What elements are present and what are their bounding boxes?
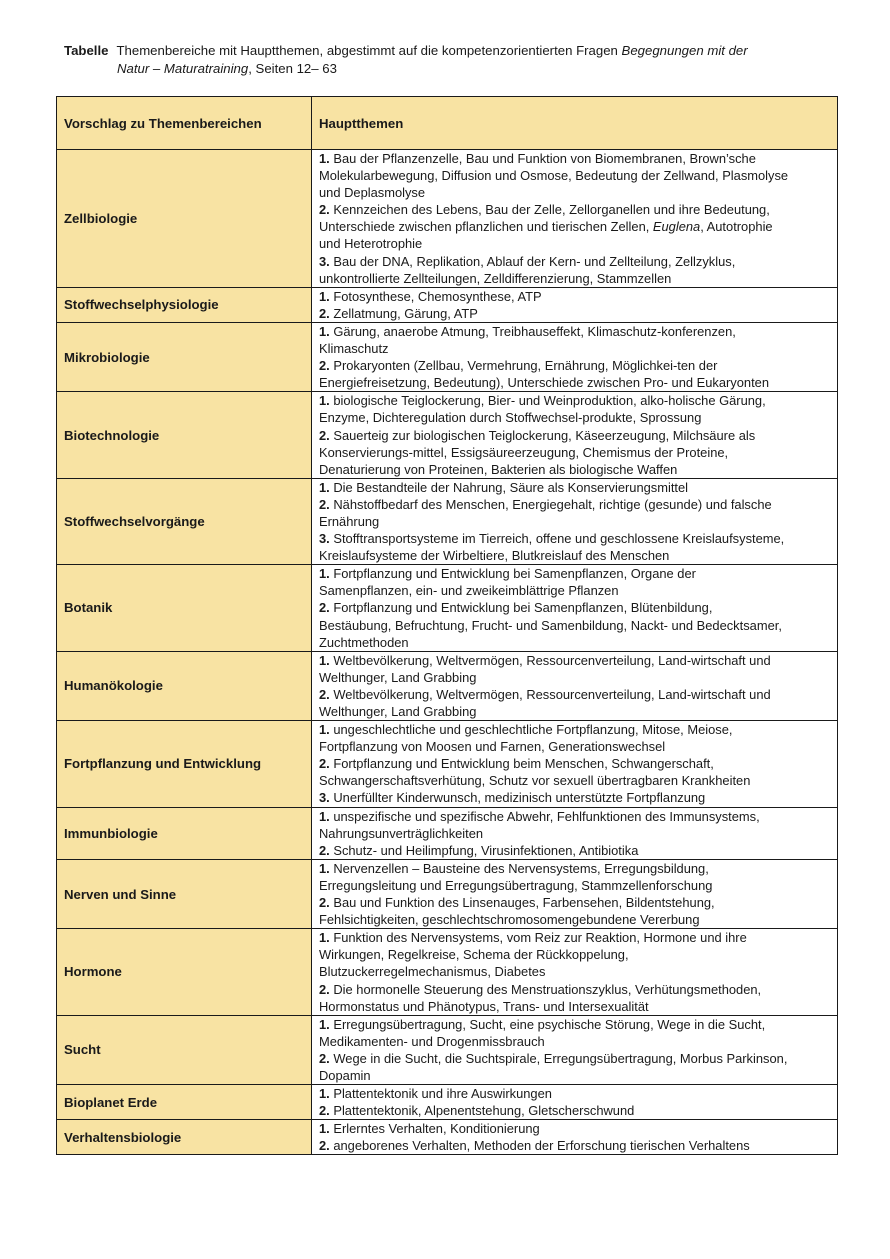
item-number: 2.	[319, 895, 330, 911]
line-text: Weltbevölkerung, Weltvermögen, Ressourcenverteilung, Land-wirtschaft und	[329, 686, 771, 702]
topic-line	[319, 860, 831, 877]
line-text: ungeschlechtliche und geschlechtliche Fortpflanzung, Mitose, Meiose,	[329, 722, 733, 738]
line-text: Nahrungsunverträglichkeiten	[319, 825, 484, 841]
item-number: 2.	[319, 358, 330, 374]
line-text: Erregungsleitung und Erregungsübertragung, Stammzellenforschung	[319, 877, 713, 893]
caption-pages: , Seiten 12– 63	[248, 61, 337, 76]
italic-term: Euglena	[652, 219, 701, 235]
line-text: Samenpflanzen, ein- und zweikeimblättrige Pflanzen	[319, 583, 619, 599]
item-number: 2.	[319, 842, 330, 858]
item-number: 1.	[319, 652, 330, 668]
topic-line	[319, 444, 831, 461]
topic-line	[319, 323, 831, 340]
item-number: 3.	[319, 253, 330, 269]
line-text: Bau der Pflanzenzelle, Bau und Funktion von Biomembranen, Brown’sche	[329, 151, 756, 166]
topic-line	[319, 842, 831, 859]
table-header-row	[57, 97, 838, 150]
line-text: Plattentektonik und ihre Auswirkungen	[329, 1086, 552, 1102]
main-topics-cell	[312, 859, 838, 928]
main-topics-cell	[312, 392, 838, 478]
item-number: 2.	[319, 600, 330, 616]
topic-line	[319, 808, 831, 825]
topic-line	[319, 1067, 831, 1084]
line-text: Fehlsichtigkeiten, geschlechtschromosomengebundene Vererbung	[319, 912, 700, 928]
topic-line	[319, 669, 831, 686]
topic-cell: Hormone	[57, 929, 312, 1015]
topic-line	[319, 703, 831, 720]
item-number: 1.	[319, 930, 330, 946]
line-text: Denaturierung von Proteinen, Bakterien als biologische Waffen	[319, 461, 678, 477]
line-text: Unerfüllter Kinderwunsch, medizinisch unterstützte Fortpflanzung	[329, 790, 706, 806]
item-number: 1.	[319, 860, 330, 876]
topic-line	[319, 305, 831, 322]
item-number: 2.	[319, 202, 330, 218]
item-number: 3.	[319, 790, 330, 806]
topic-line	[319, 1120, 831, 1137]
main-topics-cell	[312, 565, 838, 651]
item-number: 2.	[319, 686, 330, 702]
main-topics-cell	[312, 929, 838, 1015]
line-text: Konservierungs-mittel, Essigsäureerzeugung, Chemismus der Proteine,	[319, 444, 729, 460]
topic-line	[319, 929, 831, 946]
line-text: unspezifische und spezifische Abwehr, Fehlfunktionen des Immunsystems,	[329, 808, 760, 824]
topic-cell: Immunbiologie	[57, 807, 312, 859]
main-topics-cell	[312, 478, 838, 564]
line-text: und Deplasmolyse	[319, 185, 426, 201]
caption-second-line	[64, 60, 844, 78]
line-text: Bau und Funktion des Linsenauges, Farbensehen, Bildentstehung,	[329, 895, 715, 911]
topics-table	[56, 96, 838, 1155]
line-text: Zellatmung, Gärung, ATP	[329, 305, 478, 321]
item-number: 1.	[319, 722, 330, 738]
line-text: biologische Teiglockerung, Bier- und Weinproduktion, alko-holische Gärung,	[329, 393, 766, 409]
item-number: 2.	[319, 756, 330, 772]
topic-cell: Stoffwechselphysiologie	[57, 287, 312, 322]
table-row	[57, 807, 838, 859]
topic-line	[319, 565, 831, 582]
topic-cell: Botanik	[57, 565, 312, 651]
topic-cell: Mikrobiologie	[57, 322, 312, 391]
line-text: Ernährung	[319, 513, 380, 529]
table-row	[57, 1085, 838, 1120]
caption-book-title-part2: Natur – Maturatraining	[117, 61, 249, 76]
topic-line	[319, 461, 831, 478]
topic-line	[319, 825, 831, 842]
topic-line	[319, 582, 831, 599]
topic-line	[319, 1085, 831, 1102]
topic-line	[319, 513, 831, 530]
main-topics-cell	[312, 150, 838, 288]
line-text: Schutz- und Heilimpfung, Virusinfektionen, Antibiotika	[329, 842, 639, 858]
item-number: 2.	[319, 1138, 330, 1154]
topic-line	[319, 1137, 831, 1154]
topic-line	[319, 721, 831, 738]
line-text: Molekularbewegung, Diffusion und Osmose, Bedeutung der Zellwand, Plasmolyse	[319, 168, 789, 184]
item-number: 1.	[319, 288, 330, 304]
line-text: Kennzeichen des Lebens, Bau der Zelle, Zellorganellen und ihre Bedeutung,	[329, 202, 770, 218]
topic-line	[319, 789, 831, 806]
line-text: angeborenes Verhalten, Methoden der Erforschung tierischen Verhaltens	[329, 1138, 750, 1154]
line-text: Blutzuckerregelmechanismus, Diabetes	[319, 964, 546, 980]
line-text: Bestäubung, Befruchtung, Frucht- und Samenbildung, Nackt- und Bedecktsamer,	[319, 617, 782, 633]
topic-line	[319, 270, 831, 287]
topic-line	[319, 946, 831, 963]
caption-label: Tabelle	[64, 43, 109, 58]
line-text: Plattentektonik, Alpenentstehung, Gletscherschwund	[329, 1103, 635, 1119]
item-number: 1.	[319, 808, 330, 824]
topic-cell: Nerven und Sinne	[57, 859, 312, 928]
line-text: Fotosynthese, Chemosynthese, ATP	[329, 288, 542, 304]
topic-cell: Zellbiologie	[57, 150, 312, 288]
topic-line	[319, 530, 831, 547]
topic-line	[319, 894, 831, 911]
main-topics-cell	[312, 651, 838, 720]
line-text: Nähstoffbedarf des Menschen, Energiegehalt, richtige (gesunde) und falsche	[329, 496, 772, 512]
table-row	[57, 929, 838, 1015]
item-number: 2.	[319, 427, 330, 443]
line-text: Welthunger, Land Grabbing	[319, 669, 477, 685]
topic-cell: Stoffwechselvorgänge	[57, 478, 312, 564]
topic-cell: Sucht	[57, 1015, 312, 1084]
topic-line	[319, 911, 831, 928]
line-text: Die Bestandteile der Nahrung, Säure als Konservierungsmittel	[329, 479, 689, 495]
topic-line	[319, 547, 831, 564]
line-text: Die hormonelle Steuerung des Menstruationszyklus, Verhütungsmethoden,	[329, 981, 762, 997]
table-row	[57, 478, 838, 564]
line-text: Kreislaufsysteme der Wirbeltiere, Blutkreislauf des Menschen	[319, 548, 670, 564]
line-text: Dopamin	[319, 1067, 371, 1083]
line-text: und Heterotrophie	[319, 236, 423, 252]
topic-line	[319, 617, 831, 634]
line-text: Schwangerschaftsverhütung, Schutz vor sexuell übertragbaren Krankheiten	[319, 773, 751, 789]
item-number: 1.	[319, 1016, 330, 1032]
line-text: Zuchtmethoden	[319, 634, 409, 650]
topic-cell: Bioplanet Erde	[57, 1085, 312, 1120]
line-text: Klimaschutz	[319, 341, 389, 357]
line-text: Energiefreisetzung, Bedeutung), Unterschiede zwischen Pro- und Eukaryonten	[319, 375, 770, 391]
line-text: Erregungsübertragung, Sucht, eine psychische Störung, Wege in die Sucht,	[329, 1016, 766, 1032]
item-number: 2.	[319, 1050, 330, 1066]
table-body	[57, 150, 838, 1155]
table-row	[57, 651, 838, 720]
topic-line	[319, 1102, 831, 1119]
line-text: Fortpflanzung und Entwicklung bei Samenpflanzen, Organe der	[329, 566, 696, 582]
topic-line	[319, 288, 831, 305]
topic-line	[319, 253, 831, 270]
main-topics-cell	[312, 1015, 838, 1084]
header-topic-area: Vorschlag zu Themenbereichen	[57, 97, 312, 150]
line-text: , Autotrophie	[700, 219, 773, 235]
item-number: 1.	[319, 1086, 330, 1102]
table-row	[57, 392, 838, 478]
topic-line	[319, 167, 831, 184]
topic-line	[319, 218, 831, 235]
topic-line	[319, 755, 831, 772]
topic-line	[319, 998, 831, 1015]
topic-line	[319, 409, 831, 426]
topic-line	[319, 652, 831, 669]
line-text: Erlerntes Verhalten, Konditionierung	[329, 1121, 540, 1137]
line-text: Gärung, anaerobe Atmung, Treibhauseffekt, Klimaschutz-konferenzen,	[329, 323, 736, 339]
topic-line	[319, 357, 831, 374]
topic-line	[319, 772, 831, 789]
table-row	[57, 721, 838, 807]
caption-book-title-part1: Begegnungen mit der	[621, 43, 748, 58]
topic-line	[319, 1033, 831, 1050]
line-text: Sauerteig zur biologischen Teiglockerung, Käseerzeugung, Milchsäure als	[329, 427, 756, 443]
item-number: 2.	[319, 981, 330, 997]
item-number: 1.	[319, 479, 330, 495]
main-topics-cell	[312, 322, 838, 391]
main-topics-cell	[312, 807, 838, 859]
line-text: Fortpflanzung und Entwicklung bei Samenpflanzen, Blütenbildung,	[329, 600, 713, 616]
topic-line	[319, 479, 831, 496]
topic-line	[319, 427, 831, 444]
line-text: Fortpflanzung von Moosen und Farnen, Generationswechsel	[319, 739, 666, 755]
topic-line	[319, 340, 831, 357]
line-text: Prokaryonten (Zellbau, Vermehrung, Ernährung, Möglichkei-ten der	[329, 358, 718, 374]
topic-line	[319, 1016, 831, 1033]
topic-cell: Biotechnologie	[57, 392, 312, 478]
main-topics-cell	[312, 287, 838, 322]
line-text: Unterschiede zwischen pflanzlichen und tierischen Zellen,	[319, 219, 653, 235]
topic-line	[319, 634, 831, 651]
line-text: Wirkungen, Regelkreise, Schema der Rückkoppelung,	[319, 947, 629, 963]
table-row	[57, 1015, 838, 1084]
topic-line	[319, 599, 831, 616]
line-text: Wege in die Sucht, die Suchtspirale, Erregungsübertragung, Morbus Parkinson,	[329, 1050, 788, 1066]
topic-cell: Fortpflanzung und Entwicklung	[57, 721, 312, 807]
item-number: 1.	[319, 566, 330, 582]
line-text: Weltbevölkerung, Weltvermögen, Ressourcenverteilung, Land-wirtschaft und	[329, 652, 771, 668]
topic-line	[319, 496, 831, 513]
item-number: 2.	[319, 496, 330, 512]
line-text: Nervenzellen – Bausteine des Nervensystems, Erregungsbildung,	[329, 860, 709, 876]
item-number: 1.	[319, 151, 330, 166]
topic-line	[319, 374, 831, 391]
item-number: 1.	[319, 323, 330, 339]
line-text: Bau der DNA, Replikation, Ablauf der Kern- und Zellteilung, Zellzyklus,	[329, 253, 736, 269]
main-topics-cell	[312, 721, 838, 807]
main-topics-cell	[312, 1120, 838, 1155]
item-number: 1.	[319, 393, 330, 409]
line-text: Hormonstatus und Phänotypus, Trans- und Intersexualität	[319, 998, 649, 1014]
line-text: Fortpflanzung und Entwicklung beim Menschen, Schwangerschaft,	[329, 756, 714, 772]
item-number: 3.	[319, 531, 330, 547]
table-row	[57, 150, 838, 288]
caption-text: Themenbereiche mit Hauptthemen, abgestimmt auf die kompetenzorientierten Fragen	[116, 43, 622, 58]
topic-line	[319, 686, 831, 703]
topic-line	[319, 963, 831, 980]
line-text: unkontrollierte Zellteilungen, Zelldifferenzierung, Stammzellen	[319, 270, 672, 286]
topic-cell: Humanökologie	[57, 651, 312, 720]
line-text: Welthunger, Land Grabbing	[319, 704, 477, 719]
topic-line	[319, 1050, 831, 1067]
line-text: Medikamenten- und Drogenmissbrauch	[319, 1033, 545, 1049]
table-row	[57, 322, 838, 391]
table-row	[57, 287, 838, 322]
header-main-topics: Hauptthemen	[312, 97, 838, 150]
topic-line	[319, 738, 831, 755]
main-topics-cell	[312, 1085, 838, 1120]
table-caption	[64, 42, 844, 78]
topic-line	[319, 235, 831, 252]
topic-line	[319, 392, 831, 409]
topic-line	[319, 150, 831, 167]
item-number: 1.	[319, 1121, 330, 1137]
topic-line	[319, 981, 831, 998]
item-number: 2.	[319, 1103, 330, 1119]
topic-line	[319, 877, 831, 894]
topic-line	[319, 201, 831, 218]
table-row	[57, 859, 838, 928]
table-row	[57, 565, 838, 651]
line-text: Funktion des Nervensystems, vom Reiz zur Reaktion, Hormone und ihre	[329, 930, 747, 946]
line-text: Stofftransportsysteme im Tierreich, offene und geschlossene Kreislaufsysteme,	[329, 531, 785, 547]
topic-cell: Verhaltensbiologie	[57, 1120, 312, 1155]
line-text: Enzyme, Dichteregulation durch Stoffwechsel-produkte, Sprossung	[319, 410, 702, 426]
item-number: 2.	[319, 305, 330, 321]
table-row	[57, 1120, 838, 1155]
topic-line	[319, 184, 831, 201]
